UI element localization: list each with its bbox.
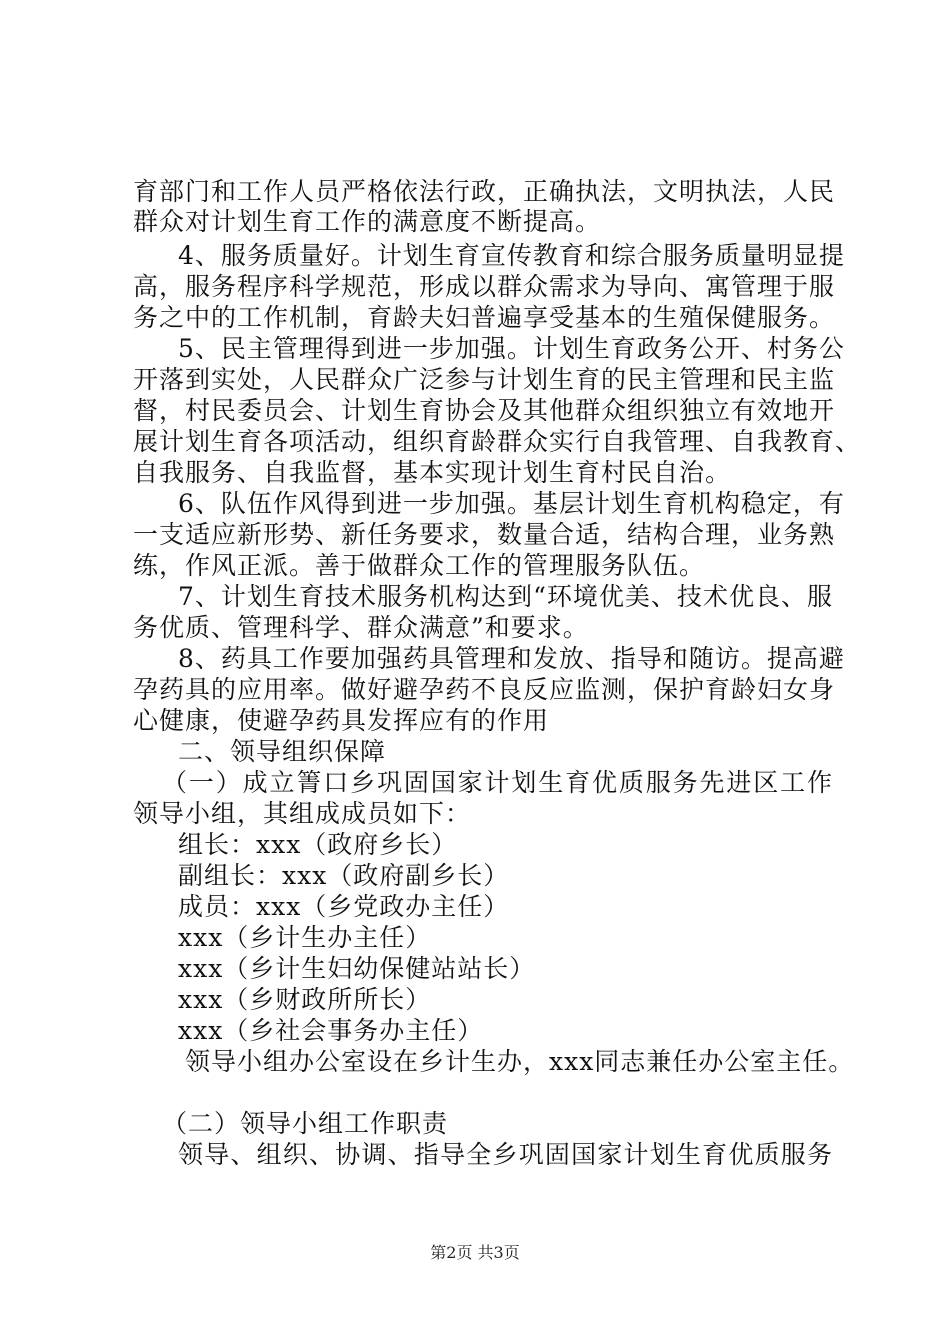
text-line: 一支适应新形势、新任务要求，数量合适，结构合理，业务熟 xyxy=(133,520,836,549)
text-line: 领导小组，其组成成员如下： xyxy=(133,799,472,828)
member-line: xxx（乡计生妇幼保健站站长） xyxy=(178,954,536,983)
text-line: 7、计划生育技术服务机构达到“环境优美、技术优良、服 xyxy=(178,582,833,611)
member-line: xxx（乡财政所所长） xyxy=(178,985,432,1014)
text-line: 领导、组织、协调、指导全乡巩固国家计划生育优质服务 xyxy=(178,1140,833,1169)
page-footer: 第2页 共3页 xyxy=(430,1243,520,1262)
text-line: 群众对计划生育工作的满意度不断提高。 xyxy=(133,207,602,236)
member-line: 成员：xxx（乡党政办主任） xyxy=(178,892,510,921)
section-heading: 二、领导组织保障 xyxy=(178,737,387,766)
text-line: 心健康，使避孕药具发挥应有的作用 xyxy=(133,706,550,735)
member-line: 副组长：xxx（政府副乡长） xyxy=(178,861,510,890)
member-line: 组长：xxx（政府乡长） xyxy=(178,830,458,859)
text-line: 督，村民委员会、计划生育协会及其他群众组织独立有效地开 xyxy=(133,396,836,425)
text-line: 自我服务、自我监督，基本实现计划生育村民自治。 xyxy=(133,458,732,487)
text-line: 孕药具的应用率。做好避孕药不良反应监测，保护育龄妇女身 xyxy=(133,675,836,704)
text-line: 8、药具工作要加强药具管理和发放、指导和随访。提高避 xyxy=(178,644,845,673)
text-line: 开落到实处，人民群众广泛参与计划生育的民主管理和民主监 xyxy=(133,365,836,394)
text-line: 练，作风正派。善于做群众工作的管理服务队伍。 xyxy=(133,551,706,580)
member-line: xxx（乡社会事务办主任） xyxy=(178,1016,484,1045)
text-line: 展计划生育各项活动，组织育龄群众实行自我管理、自我教育、 xyxy=(133,427,862,456)
text-line: 5、民主管理得到进一步加强。计划生育政务公开、村务公 xyxy=(178,334,845,363)
text-line: 高，服务程序科学规范，形成以群众需求为导向、寓管理于服 xyxy=(133,272,836,301)
text-line: 务之中的工作机制，育龄夫妇普遍享受基本的生殖保健服务。 xyxy=(133,303,836,332)
text-line: 领导小组办公室设在乡计生办，xxx同志兼任办公室主任。 xyxy=(185,1047,855,1076)
text-line: 4、服务质量好。计划生育宣传教育和综合服务质量明显提 xyxy=(178,241,845,270)
text-line: （一）成立箐口乡巩固国家计划生育优质服务先进区工作 xyxy=(162,768,833,797)
text-line: 6、队伍作风得到进一步加强。基层计划生育机构稳定，有 xyxy=(178,489,845,518)
section-heading: （二）领导小组工作职责 xyxy=(162,1109,449,1138)
text-line: 务优质、管理科学、群众满意”和要求。 xyxy=(133,613,589,642)
member-line: xxx（乡计生办主任） xyxy=(178,923,432,952)
text-line: 育部门和工作人员严格依法行政，正确执法，文明执法，人民 xyxy=(133,177,836,206)
